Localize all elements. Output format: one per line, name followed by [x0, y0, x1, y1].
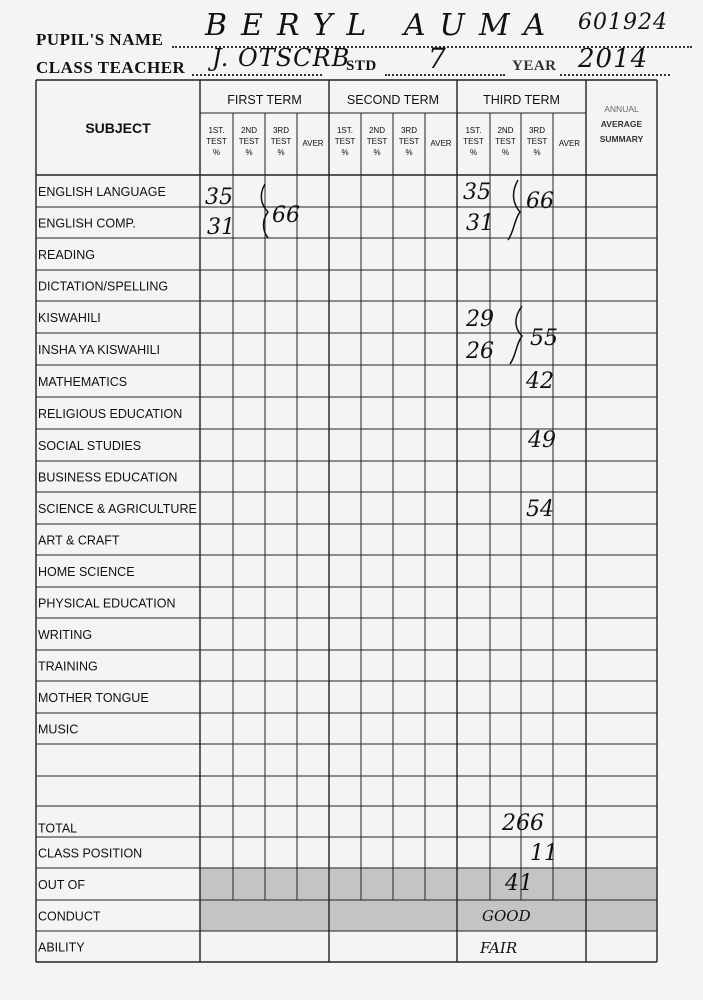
mark-english-comp-term3-test1: 31 [466, 211, 494, 236]
pupil-name-value[interactable]: BERYL AUMA [205, 8, 560, 43]
conduct-value: GOOD [482, 907, 531, 925]
subject-label: BUSINESS EDUCATION [38, 470, 178, 485]
subject-label: ENGLISH LANGUAGE [38, 185, 166, 199]
test-header: TEST [398, 137, 420, 146]
mark-mathematics-term3: 42 [526, 369, 554, 394]
test-header: TEST [526, 137, 548, 146]
test-header: % [277, 148, 285, 157]
subject-label: KISWAHILI [38, 311, 101, 325]
test-header: 1ST. [336, 126, 354, 135]
test-header: % [373, 148, 381, 157]
subject-label: DICTATION/SPELLING [38, 279, 169, 294]
subject-label: WRITING [38, 628, 93, 642]
test-header: TEST [238, 137, 260, 146]
test-header: % [341, 148, 349, 157]
test-header: AVER [302, 139, 324, 148]
subject-label: TRAINING [38, 659, 98, 674]
pupil-name-label: PUPIL'S NAME [36, 30, 164, 49]
subject-label: READING [38, 248, 95, 262]
year-label: YEAR [512, 58, 557, 74]
test-header: 3RD [400, 126, 418, 135]
annual-summary-header: ANNUAL [604, 104, 639, 114]
test-header: % [469, 148, 478, 157]
subject-label: RELIGIOUS EDUCATION [38, 407, 183, 421]
subject-label: SCIENCE & AGRICULTURE [38, 502, 197, 516]
mark-social-studies-term3: 49 [528, 428, 556, 453]
subject-label: MUSIC [38, 722, 79, 737]
subject-label: MOTHER TONGUE [38, 691, 149, 705]
test-header: 2ND [368, 126, 386, 135]
test-header: 1ST. [465, 126, 482, 135]
subject-label: PHYSICAL EDUCATION [38, 596, 176, 611]
std-label: STD [346, 58, 377, 74]
annual-summary-header: SUMMARY [599, 134, 644, 144]
mark-english-comp-term1-test1: 31 [207, 215, 235, 240]
subject-label: INSHA YA KISWAHILI [38, 343, 161, 357]
test-header: AVER [430, 139, 452, 148]
subject-label: ART & CRAFT [38, 533, 120, 548]
bottom-row-label: TOTAL [38, 821, 78, 836]
test-header: TEST [206, 137, 227, 146]
test-header: % [533, 148, 541, 157]
kiswahili-brace-term3 [510, 306, 522, 364]
subject-label: SOCIAL STUDIES [38, 439, 142, 453]
english-brace-term3 [508, 180, 520, 240]
std-value[interactable]: 7 [428, 42, 447, 75]
total-value: 266 [502, 811, 544, 836]
term-header: SECOND TERM [346, 93, 440, 107]
mark-science-agriculture-term3: 54 [526, 497, 554, 522]
out-of-value: 41 [505, 871, 533, 896]
test-header: TEST [463, 137, 484, 146]
mark-kiswahili-term3-test1: 29 [466, 307, 494, 332]
test-header: TEST [270, 137, 292, 146]
year-value[interactable]: 2014 [578, 44, 649, 74]
class-teacher-label: CLASS TEACHER [36, 58, 186, 77]
test-header: TEST [495, 137, 516, 146]
test-header: TEST [366, 137, 388, 146]
ability-value: FAIR [480, 939, 518, 957]
test-header: 3RD [272, 126, 290, 135]
subject-header: SUBJECT [85, 120, 151, 136]
annual-summary-header: AVERAGE [600, 119, 643, 129]
test-header: 3RD [528, 126, 546, 135]
bottom-row-label: CONDUCT [38, 909, 101, 924]
subject-label: HOME SCIENCE [38, 565, 135, 579]
subject-label: ENGLISH COMP. [38, 216, 136, 231]
class-position-value: 11 [530, 841, 558, 866]
test-header: 2ND [240, 126, 258, 135]
class-teacher-value[interactable]: J. OTSCRB [212, 44, 351, 72]
mark-english-term1-test3: 66 [272, 203, 300, 228]
mark-english-term3-test3: 66 [526, 189, 554, 214]
bottom-row-label: ABILITY [38, 940, 85, 955]
test-header: % [212, 148, 221, 157]
mark-kiswahili-term3-test3: 55 [530, 326, 558, 351]
subject-label: MATHEMATICS [38, 375, 128, 389]
test-header: % [501, 148, 510, 157]
term-header: THIRD TERM [483, 93, 560, 107]
mark-english-language-term1-test1: 35 [205, 185, 233, 210]
test-header: AVER [558, 139, 581, 148]
mark-insha-term3-test1: 26 [466, 339, 494, 364]
test-header: 2ND [497, 126, 514, 135]
test-header: TEST [334, 137, 356, 146]
pupil-number-value[interactable]: 601924 [578, 10, 668, 35]
test-header: 1ST. [208, 126, 225, 135]
bottom-row-label: OUT OF [38, 878, 85, 892]
bottom-row-label: CLASS POSITION [38, 846, 143, 861]
test-header: % [405, 148, 413, 157]
test-header: % [245, 148, 253, 157]
mark-english-language-term3-test1: 35 [463, 180, 491, 205]
term-header: FIRST TERM [227, 93, 302, 107]
